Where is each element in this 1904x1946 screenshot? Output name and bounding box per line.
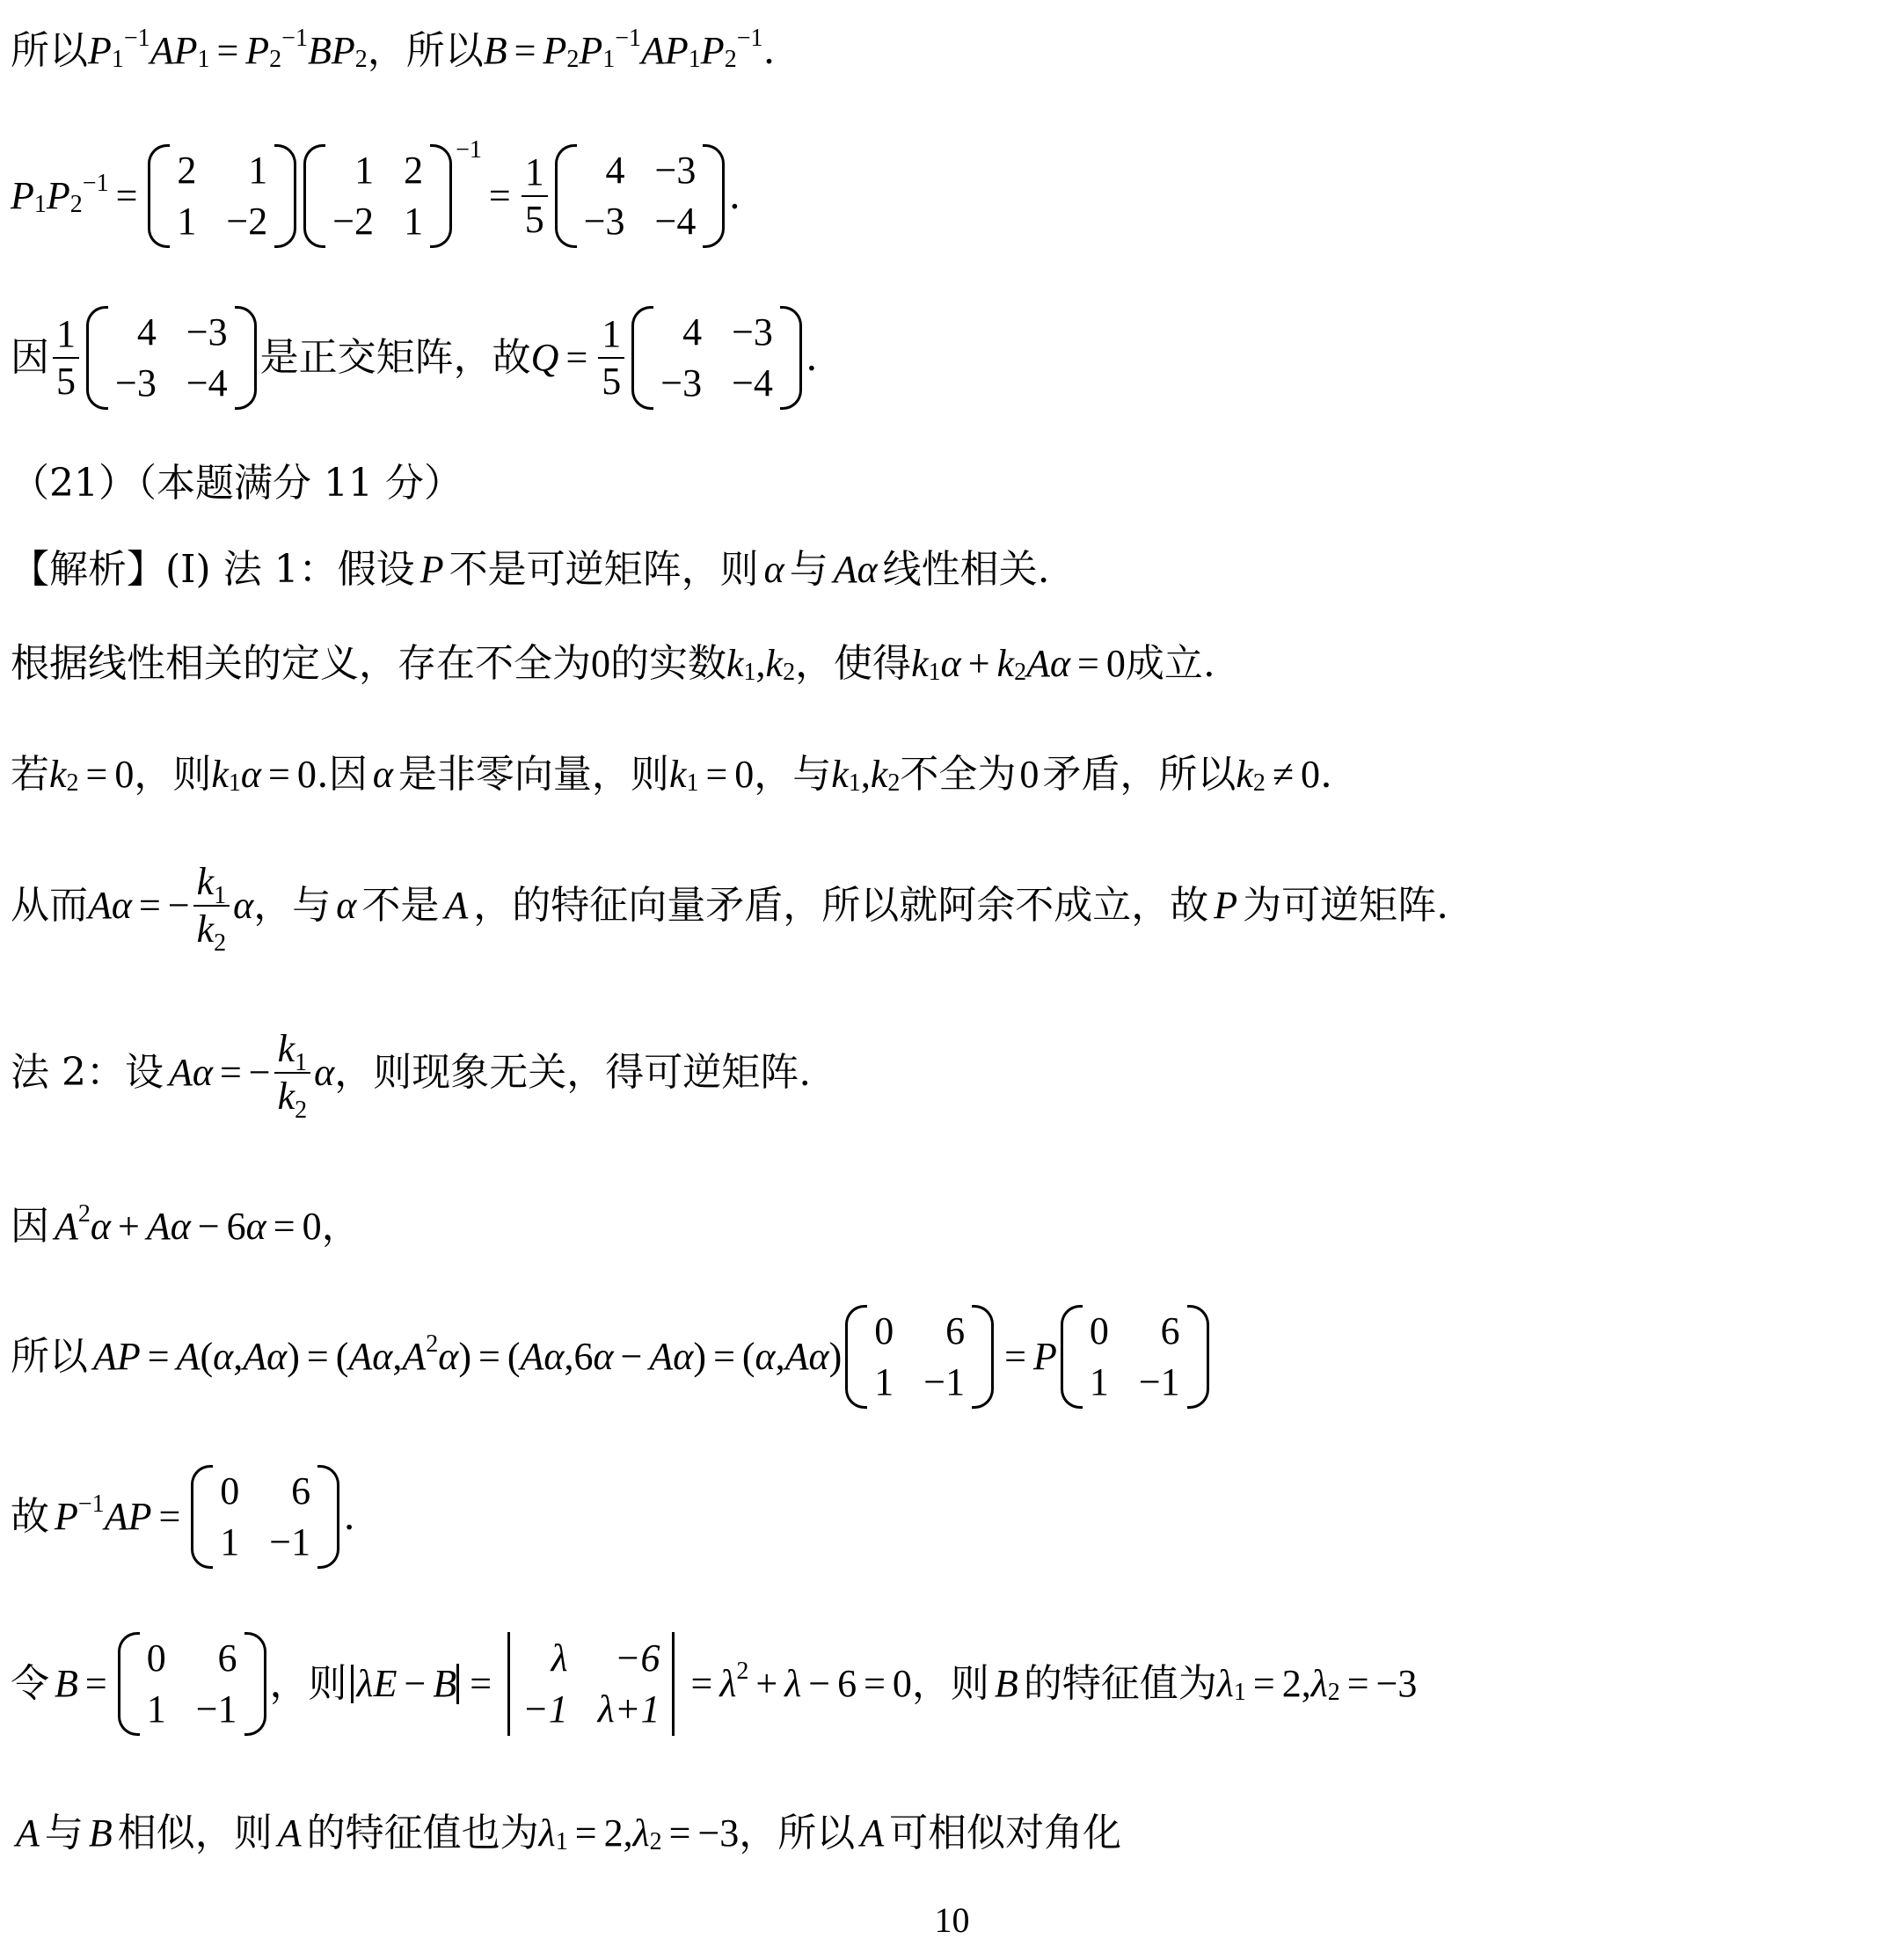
matrix-q-3: 4 −3 −3 −4: [631, 306, 802, 410]
matrix-0-6-b: 0 6 1 −1: [1061, 1305, 1209, 1409]
section-heading: （21）（本题满分 11 分）: [11, 461, 463, 506]
matrix-1-2: 1 2 −2 1: [303, 144, 452, 248]
eq-line-11: 所以 AP = A ( α , Aα ) = ( Aα , A $^2$ α ) = ( Aα ,6 α − Aα ) = ( α , Aα ) 0 6 1 −1 = P 0 6 1 −1: [11, 1300, 1213, 1414]
eq-line-13: 令 B = 0 6 1 −1 ，则 λE − B = λ −6 −1 λ+1 = λ $^2$ + λ − 6 = 0 ，则 B 的特征值为 λ $_1$ = 2, λ $_2$ = −3: [11, 1627, 1417, 1741]
matrix-q-1: 4 −3 −3 −4: [555, 144, 726, 248]
eq-line-12: 故 P $^{-1}$ AP = 0 6 1 −1 .: [11, 1460, 355, 1574]
eq-line-7: 若 k $_2$ = 0 ，则 k $_1$ α = 0 .因 α 是非零向量，则 k $_1$ = 0 ，与 k $_1$ , k $_2$ 不全为 0 矛盾，所以 k $_2$ ≠ 0 .: [11, 752, 1333, 797]
matrix-2-1: 2 1 1 −2: [148, 144, 296, 248]
matrix-q-2: 4 −3 −3 −4: [86, 306, 257, 410]
eq-line-6: 根据线性相关的定义，存在不全为 0 的实数 k $_1$ , k $_2$ ，使得 k $_1$ α + k $_2$ Aα = 0 成立.: [11, 641, 1215, 686]
eq-line-8: 从而 Aα = − $\frac{k_1}{k_2}$ α ，与 α 不是 A ，的特征向量矛盾，所以就阿余不成立，故 P 为可逆矩阵.: [11, 860, 1449, 957]
eq-line-10: 因 A $^2$ α + Aα − 6 α = 0 ，: [11, 1200, 361, 1249]
page-number: 10: [934, 1900, 970, 1940]
eq-line-14: A 与 B 相似，则 A 的特征值也为 λ $_1$ = 2, λ $_2$ = −3 ，所以 A 可相似对角化: [16, 1811, 1122, 1855]
eq-line-3: 因 $\frac{1}{5}$ 4 −3 −3 −4 是正交矩阵，故 Q = $\frac{1}{5}$ 4 −3 −3 −4 .: [11, 301, 818, 415]
eq-line-2: P $_1$ P $_2$ $^{-1}$ = 2 1 1 −2 1 2 −2 1 $^{-1}$ = $\frac{1}{5}$ 4 −3 −3 −4 .: [11, 139, 740, 253]
eq-line-1: 所以 P $_1$ $^{-1}$ AP $_1$ = P $_2$ $^{-1}$ BP $_2$ ，所以 B = P $_2$ P $_1$ $^{-1}$ AP $_1$ P $_2$ $^{-1}$ .: [11, 25, 776, 73]
determinant: λ −6 −1 λ+1: [502, 1632, 680, 1736]
matrix-0-6-a: 0 6 1 −1: [845, 1305, 994, 1409]
eq-line-9: 法 2：设 Aα = − $\frac{k_1}{k_2}$ α ，则现象无关，得可逆矩阵.: [11, 1027, 812, 1124]
matrix-0-6-c: 0 6 1 −1: [191, 1465, 339, 1569]
eq-line-5: 【解析】(I) 法 1：假设 P 不是可逆矩阵，则 α 与 Aα 线性相关.: [11, 547, 1050, 592]
matrix-0-6-d: 0 6 1 −1: [118, 1632, 266, 1736]
